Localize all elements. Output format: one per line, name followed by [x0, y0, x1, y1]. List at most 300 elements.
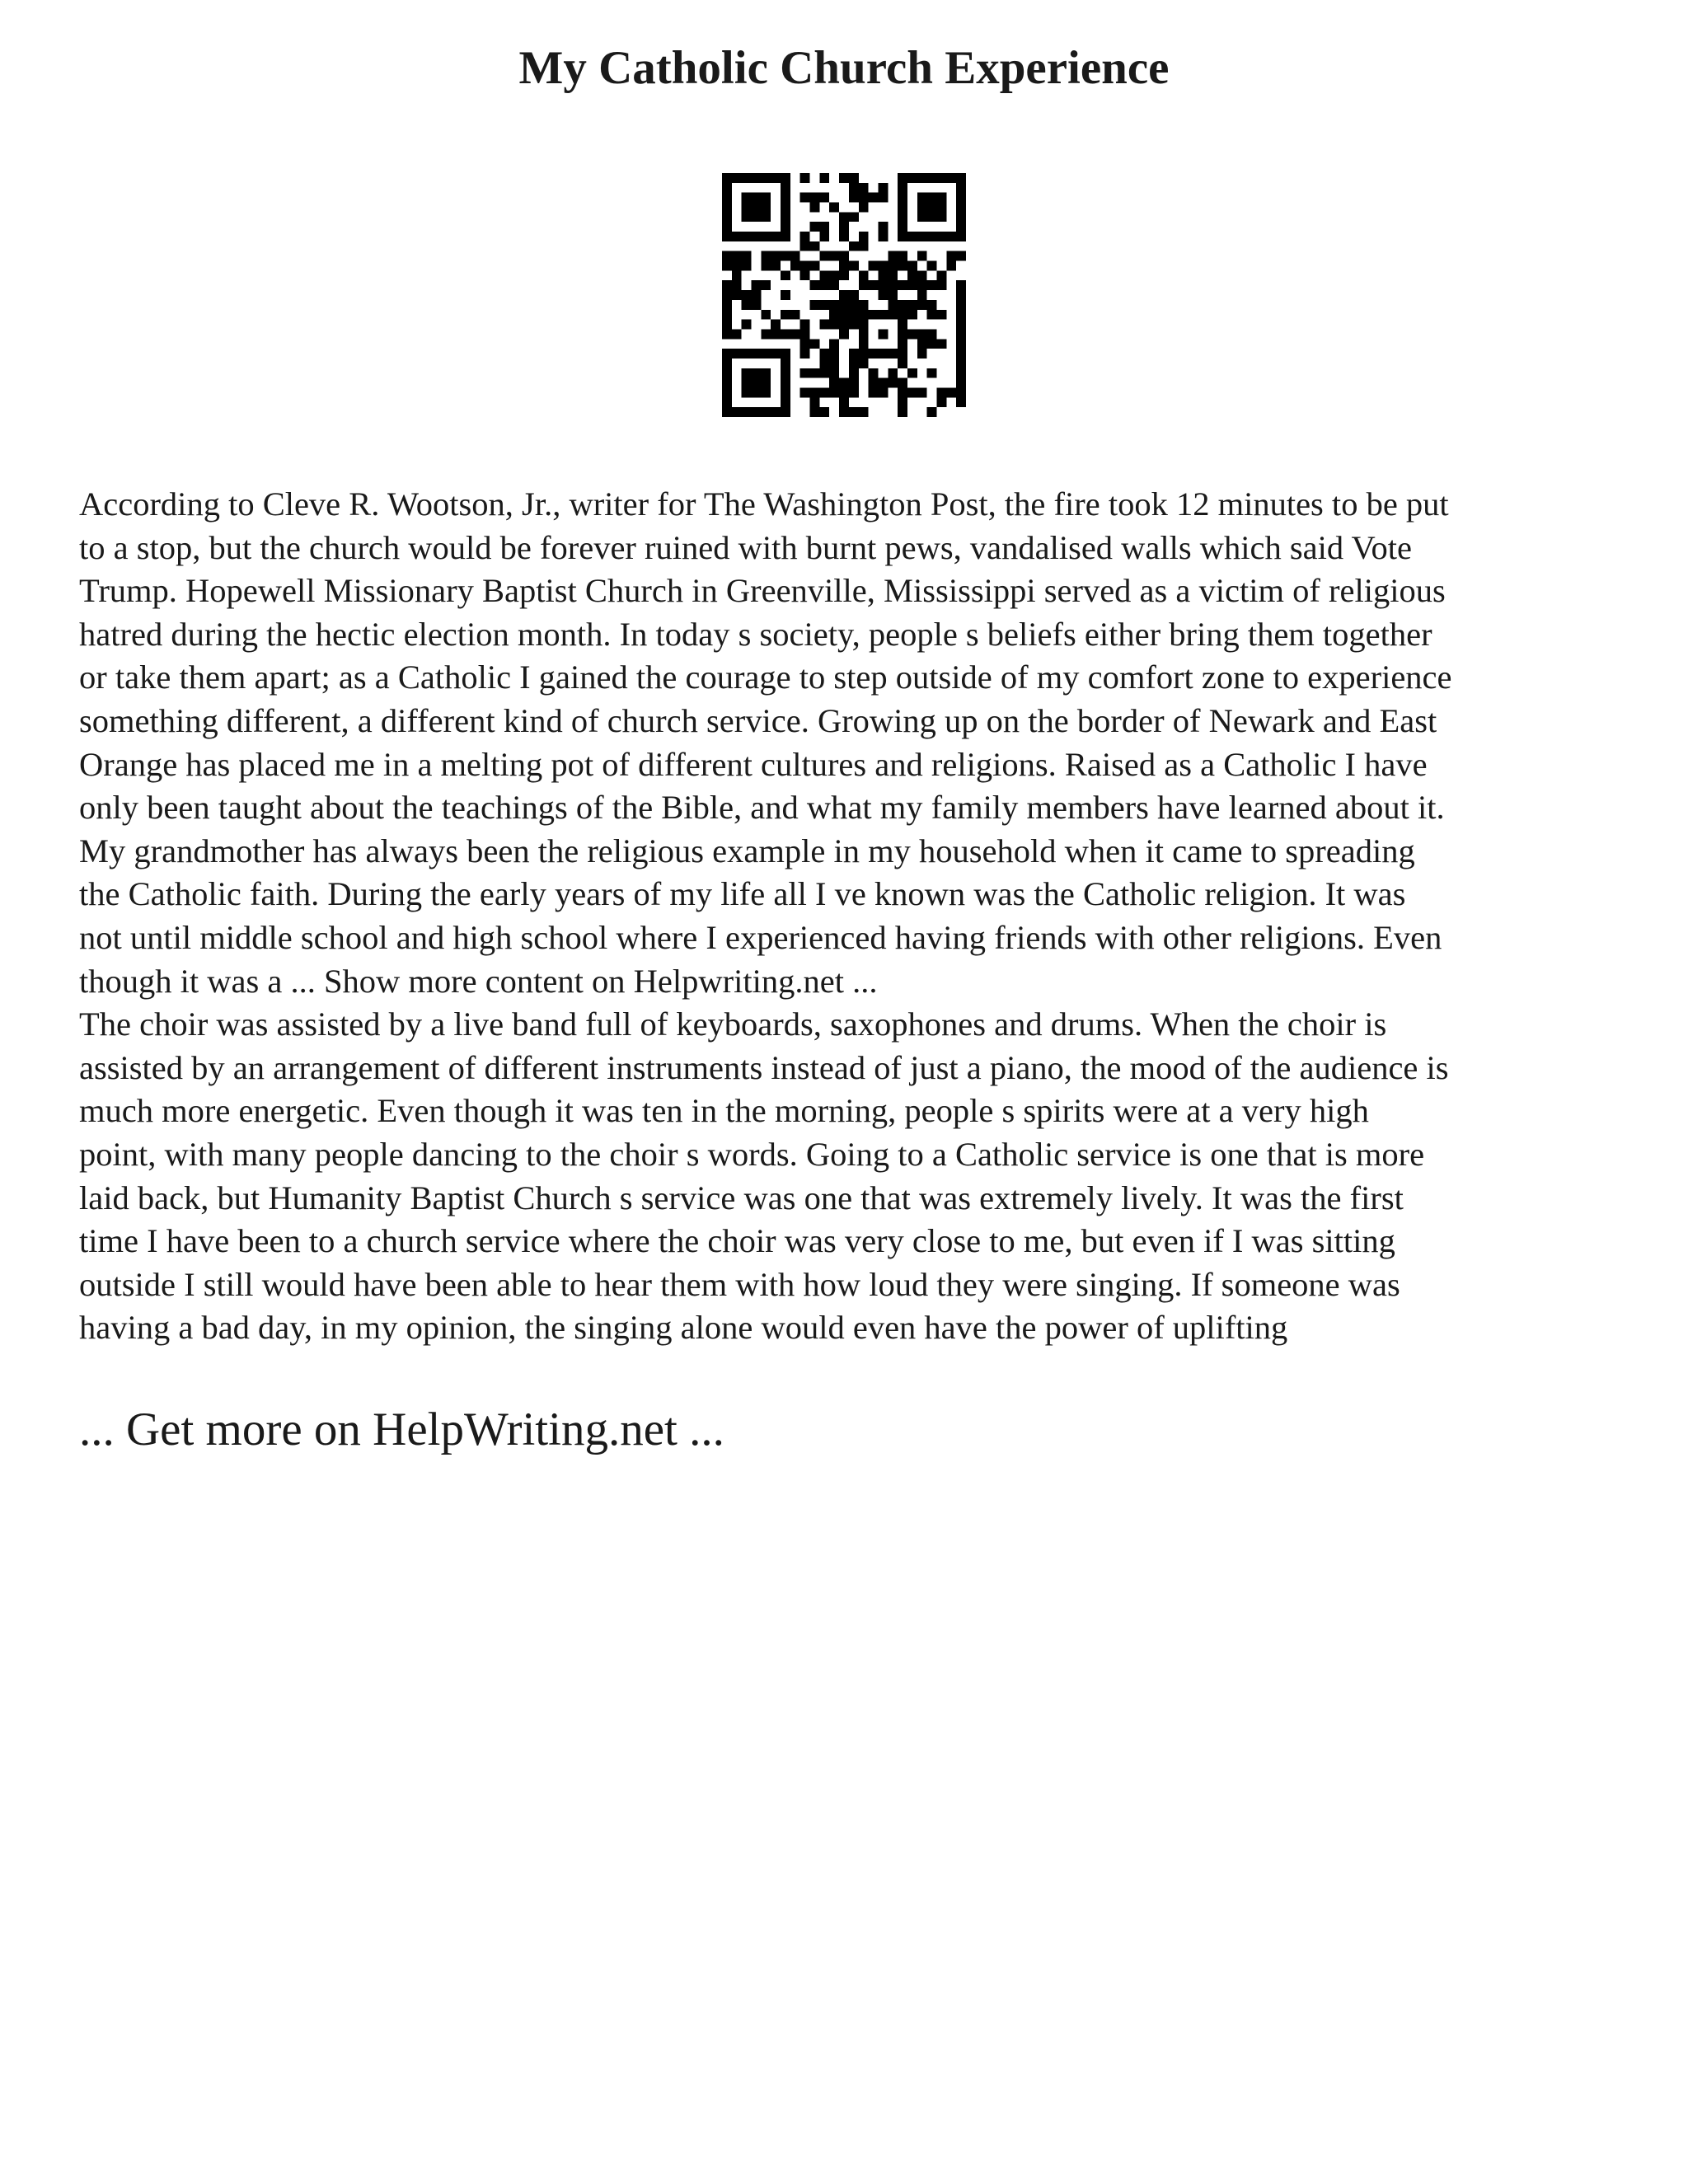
qr-module — [917, 232, 927, 241]
qr-module — [829, 349, 839, 359]
qr-module — [859, 241, 869, 251]
qr-module — [927, 407, 937, 417]
qr-module — [898, 378, 907, 388]
qr-module — [849, 320, 859, 330]
qr-module — [771, 320, 781, 330]
qr-module — [761, 203, 771, 213]
qr-module — [781, 173, 790, 183]
qr-module — [752, 173, 762, 183]
qr-module — [936, 173, 946, 183]
qr-module — [829, 368, 839, 378]
qr-module — [956, 329, 966, 339]
qr-module — [956, 232, 966, 241]
qr-module — [761, 368, 771, 378]
qr-module — [742, 173, 752, 183]
qr-module — [849, 349, 859, 359]
qr-module — [752, 232, 762, 241]
qr-module — [752, 407, 762, 417]
essay-line: assisted by an arrangement of different instruments instead of just a piano, the mood of the audience is — [79, 1048, 1449, 1086]
qr-module — [771, 349, 781, 359]
qr-module — [859, 339, 869, 349]
qr-module — [956, 212, 966, 222]
qr-module — [761, 232, 771, 241]
qr-module — [732, 329, 742, 339]
qr-module — [761, 212, 771, 222]
qr-module — [732, 270, 742, 280]
qr-module — [781, 368, 790, 378]
qr-module — [761, 349, 771, 359]
qr-module — [869, 368, 879, 378]
qr-module — [722, 329, 732, 339]
qr-module — [722, 407, 732, 417]
qr-module — [722, 173, 732, 183]
essay-body — [79, 483, 1620, 1350]
qr-module — [956, 290, 966, 300]
qr-module — [936, 280, 946, 290]
essay-line: Trump. Hopewell Missionary Baptist Church in Greenville, Mississippi served as a victim of religious — [79, 572, 1446, 610]
qr-module — [752, 290, 762, 300]
qr-module — [781, 251, 790, 261]
qr-module — [839, 397, 849, 407]
qr-module — [907, 310, 917, 320]
essay-line: Orange has placed me in a melting pot of different cultures and religions. Raised as a Catholic I have — [79, 745, 1428, 783]
qr-module — [810, 241, 820, 251]
qr-module — [898, 349, 907, 359]
qr-module — [722, 290, 732, 300]
qr-module — [800, 339, 810, 349]
qr-module — [742, 320, 752, 330]
qr-module — [888, 290, 898, 300]
qr-module — [927, 280, 937, 290]
qr-module — [839, 320, 849, 330]
qr-module — [752, 203, 762, 213]
essay-line: According to Cleve R. Wootson, Jr., writer for The Washington Post, the fire took 12 minutes to be put — [79, 485, 1449, 523]
qr-module — [898, 300, 907, 310]
qr-module — [907, 300, 917, 310]
qr-module — [819, 193, 829, 203]
qr-module — [722, 359, 732, 368]
qr-module — [800, 368, 810, 378]
qr-module — [888, 310, 898, 320]
qr-module — [927, 368, 937, 378]
qr-module — [917, 193, 927, 203]
qr-module — [936, 310, 946, 320]
qr-module — [898, 251, 907, 261]
qr-module — [888, 349, 898, 359]
qr-module — [761, 310, 771, 320]
qr-module — [927, 300, 937, 310]
qr-module — [810, 397, 820, 407]
qr-module — [819, 387, 829, 397]
qr-module — [722, 222, 732, 232]
qr-module — [956, 193, 966, 203]
qr-module — [898, 261, 907, 271]
qr-module — [839, 251, 849, 261]
qr-module — [819, 320, 829, 330]
qr-module — [722, 251, 732, 261]
qr-module — [927, 173, 937, 183]
qr-module — [878, 349, 888, 359]
qr-module — [946, 261, 956, 271]
qr-module — [800, 261, 810, 271]
qr-module — [936, 203, 946, 213]
qr-module — [888, 280, 898, 290]
qr-module — [849, 387, 859, 397]
qr-module — [839, 387, 849, 397]
qr-module — [742, 407, 752, 417]
qr-module — [781, 329, 790, 339]
qr-module — [810, 387, 820, 397]
qr-module — [761, 261, 771, 271]
qr-module — [898, 310, 907, 320]
qr-module — [956, 359, 966, 368]
qr-module — [849, 261, 859, 271]
essay-line: time I have been to a church service where the choir was very close to me, but even if I was sitting — [79, 1222, 1395, 1260]
qr-module — [752, 387, 762, 397]
qr-module — [722, 320, 732, 330]
qr-module — [800, 173, 810, 183]
qr-module — [819, 270, 829, 280]
qr-module — [869, 387, 879, 397]
qr-module — [869, 310, 879, 320]
qr-module — [781, 222, 790, 232]
essay-line: outside I still would have been able to hear them with how loud they were singing. If someone was — [79, 1265, 1400, 1303]
qr-module — [936, 193, 946, 203]
qr-module — [859, 232, 869, 241]
qr-module — [907, 280, 917, 290]
qr-module — [819, 251, 829, 261]
qr-module — [761, 193, 771, 203]
qr-module — [907, 329, 917, 339]
qr-module — [761, 329, 771, 339]
qr-module — [742, 387, 752, 397]
qr-module — [859, 203, 869, 213]
qr-module — [927, 329, 937, 339]
qr-module — [781, 183, 790, 193]
qr-module — [936, 232, 946, 241]
qr-module — [859, 270, 869, 280]
qr-module — [732, 280, 742, 290]
qr-module — [819, 280, 829, 290]
qr-module — [888, 270, 898, 280]
qr-module — [781, 397, 790, 407]
qr-module — [781, 387, 790, 397]
qr-module — [810, 261, 820, 271]
qr-module — [849, 193, 859, 203]
qr-module — [898, 329, 907, 339]
qr-module — [752, 193, 762, 203]
qr-module — [869, 349, 879, 359]
qr-module — [800, 387, 810, 397]
qr-module — [732, 232, 742, 241]
qr-module — [839, 232, 849, 241]
qr-module — [810, 300, 820, 310]
qr-module — [927, 212, 937, 222]
qr-module — [819, 232, 829, 241]
qr-module — [878, 232, 888, 241]
qr-module — [917, 251, 927, 261]
qr-module — [781, 232, 790, 241]
qr-module — [956, 222, 966, 232]
qr-module — [722, 349, 732, 359]
qr-module — [722, 368, 732, 378]
qr-module — [800, 241, 810, 251]
qr-module — [742, 261, 752, 271]
qr-module — [859, 329, 869, 339]
qr-module — [800, 320, 810, 330]
qr-module — [771, 261, 781, 271]
qr-module — [917, 387, 927, 397]
qr-module — [742, 251, 752, 261]
qr-module — [781, 212, 790, 222]
qr-module — [829, 359, 839, 368]
qr-module — [761, 280, 771, 290]
essay-line: much more energetic. Even though it was ten in the morning, people s spirits were at a very high — [79, 1092, 1369, 1130]
qr-module — [898, 387, 907, 397]
essay-line: the Catholic faith. During the early years of my life all I ve known was the Catholic religion. It was — [79, 875, 1406, 913]
qr-module — [849, 290, 859, 300]
qr-module — [829, 203, 839, 213]
qr-module — [917, 339, 927, 349]
qr-module — [810, 339, 820, 349]
qr-module — [898, 193, 907, 203]
qr-module — [819, 222, 829, 232]
qr-module — [800, 270, 810, 280]
qr-module — [790, 329, 800, 339]
qr-module — [917, 203, 927, 213]
qr-module — [761, 378, 771, 388]
qr-module — [790, 261, 800, 271]
qr-module — [839, 300, 849, 310]
qr-module — [849, 173, 859, 183]
qr-module — [742, 212, 752, 222]
qr-module — [810, 280, 820, 290]
qr-module — [898, 203, 907, 213]
qr-module — [752, 280, 762, 290]
qr-code-icon — [722, 173, 966, 417]
qr-module — [888, 251, 898, 261]
show-more-line[interactable]: though it was a ... Show more content on Helpwriting.net ... — [79, 962, 878, 1000]
qr-module — [722, 203, 732, 213]
qr-module — [722, 397, 732, 407]
qr-module — [732, 407, 742, 417]
qr-module — [956, 183, 966, 193]
qr-module — [781, 290, 790, 300]
qr-module — [839, 270, 849, 280]
qr-module — [752, 349, 762, 359]
qr-module — [859, 183, 869, 193]
qr-module — [829, 251, 839, 261]
qr-module — [722, 183, 732, 193]
qr-module — [898, 232, 907, 241]
qr-module — [781, 349, 790, 359]
qr-module — [927, 193, 937, 203]
qr-module — [869, 378, 879, 388]
qr-module — [927, 203, 937, 213]
essay-line: hatred during the hectic election month. In today s society, people s beliefs either bring them together — [79, 615, 1432, 653]
qr-module — [888, 368, 898, 378]
qr-module — [907, 368, 917, 378]
qr-module — [819, 407, 829, 417]
qr-module — [869, 261, 879, 271]
qr-module — [732, 349, 742, 359]
qr-module — [800, 193, 810, 203]
qr-module — [956, 349, 966, 359]
qr-module — [917, 280, 927, 290]
qr-module — [829, 387, 839, 397]
qr-module — [839, 173, 849, 183]
qr-module — [829, 270, 839, 280]
qr-module — [898, 173, 907, 183]
qr-module — [839, 222, 849, 232]
qr-module — [956, 387, 966, 397]
qr-module — [927, 261, 937, 271]
qr-module — [742, 378, 752, 388]
qr-module — [742, 290, 752, 300]
qr-module — [722, 387, 732, 397]
qr-module — [907, 270, 917, 280]
qr-module — [956, 368, 966, 378]
qr-module — [946, 232, 956, 241]
qr-module — [878, 280, 888, 290]
qr-module — [742, 300, 752, 310]
qr-module — [936, 212, 946, 222]
qr-module — [956, 320, 966, 330]
qr-module — [742, 232, 752, 241]
page-title: My Catholic Church Experience — [518, 42, 1170, 94]
qr-module — [771, 232, 781, 241]
qr-module — [829, 300, 839, 310]
qr-module — [898, 280, 907, 290]
qr-module — [771, 329, 781, 339]
qr-module — [946, 251, 956, 261]
qr-module — [917, 300, 927, 310]
qr-module — [829, 280, 839, 290]
qr-module — [781, 359, 790, 368]
qr-module — [849, 300, 859, 310]
qr-module — [810, 222, 820, 232]
qr-module — [878, 387, 888, 397]
qr-module — [742, 349, 752, 359]
qr-module — [810, 407, 820, 417]
qr-module — [839, 329, 849, 339]
qr-module — [878, 329, 888, 339]
essay-line: My grandmother has always been the religious example in my household when it came to spreading — [79, 832, 1415, 869]
qr-module — [839, 378, 849, 388]
essay-line: or take them apart; as a Catholic I gained the courage to step outside of my comfort zone to experience — [79, 658, 1452, 696]
qr-module — [752, 300, 762, 310]
qr-module — [917, 270, 927, 280]
qr-module — [810, 368, 820, 378]
qr-module — [946, 173, 956, 183]
qr-module — [732, 261, 742, 271]
qr-module — [878, 290, 888, 300]
qr-module — [859, 310, 869, 320]
qr-module — [956, 280, 966, 290]
qr-module — [800, 329, 810, 339]
qr-module — [819, 173, 829, 183]
qr-module — [936, 397, 946, 407]
essay-line: The choir was assisted by a live band full of keyboards, saxophones and drums. When the choir is — [79, 1005, 1387, 1043]
qr-module — [742, 368, 752, 378]
qr-module — [888, 300, 898, 310]
qr-module — [781, 407, 790, 417]
qr-module — [859, 300, 869, 310]
qr-module — [722, 300, 732, 310]
qr-module — [810, 193, 820, 203]
essay-line: having a bad day, in my opinion, the singing alone would even have the power of uplifting — [79, 1309, 1288, 1347]
qr-module — [907, 232, 917, 241]
qr-module — [859, 349, 869, 359]
qr-module — [878, 222, 888, 232]
qr-module — [761, 251, 771, 261]
qr-module — [917, 329, 927, 339]
qr-module — [819, 368, 829, 378]
qr-module — [752, 378, 762, 388]
qr-module — [800, 349, 810, 359]
qr-module — [898, 222, 907, 232]
qr-module — [761, 173, 771, 183]
qr-module — [898, 183, 907, 193]
qr-module — [761, 387, 771, 397]
qr-module — [722, 232, 732, 241]
qr-module — [819, 359, 829, 368]
qr-module — [722, 261, 732, 271]
qr-module — [839, 310, 849, 320]
qr-module — [898, 397, 907, 407]
qr-module — [732, 290, 742, 300]
qr-module — [878, 378, 888, 388]
qr-module — [849, 183, 859, 193]
qr-module — [869, 280, 879, 290]
qr-module — [742, 203, 752, 213]
qr-module — [849, 241, 859, 251]
qr-module — [878, 310, 888, 320]
qr-module — [927, 339, 937, 349]
qr-module — [722, 310, 732, 320]
qr-module — [956, 251, 966, 261]
qr-module — [849, 407, 859, 417]
qr-module — [849, 378, 859, 388]
qr-module — [829, 378, 839, 388]
qr-module — [859, 359, 869, 368]
qr-module — [829, 310, 839, 320]
qr-module — [888, 378, 898, 388]
qr-module — [810, 203, 820, 213]
qr-module — [907, 173, 917, 183]
essay-line: laid back, but Humanity Baptist Church s service was one that was extremely lively. It was the first — [79, 1179, 1404, 1216]
qr-module — [722, 378, 732, 388]
qr-module — [956, 339, 966, 349]
qr-module — [917, 349, 927, 359]
qr-module — [839, 407, 849, 417]
qr-module — [956, 300, 966, 310]
qr-module — [781, 203, 790, 213]
qr-module — [839, 290, 849, 300]
qr-module — [781, 310, 790, 320]
qr-module — [771, 407, 781, 417]
qr-module — [819, 349, 829, 359]
qr-module — [888, 261, 898, 271]
qr-module — [898, 339, 907, 349]
qr-module — [761, 407, 771, 417]
get-more-link[interactable]: ... Get more on HelpWriting.net ... — [79, 1404, 724, 1455]
qr-module — [898, 407, 907, 417]
qr-module — [781, 378, 790, 388]
qr-module — [907, 387, 917, 397]
qr-module — [878, 261, 888, 271]
qr-module — [732, 173, 742, 183]
